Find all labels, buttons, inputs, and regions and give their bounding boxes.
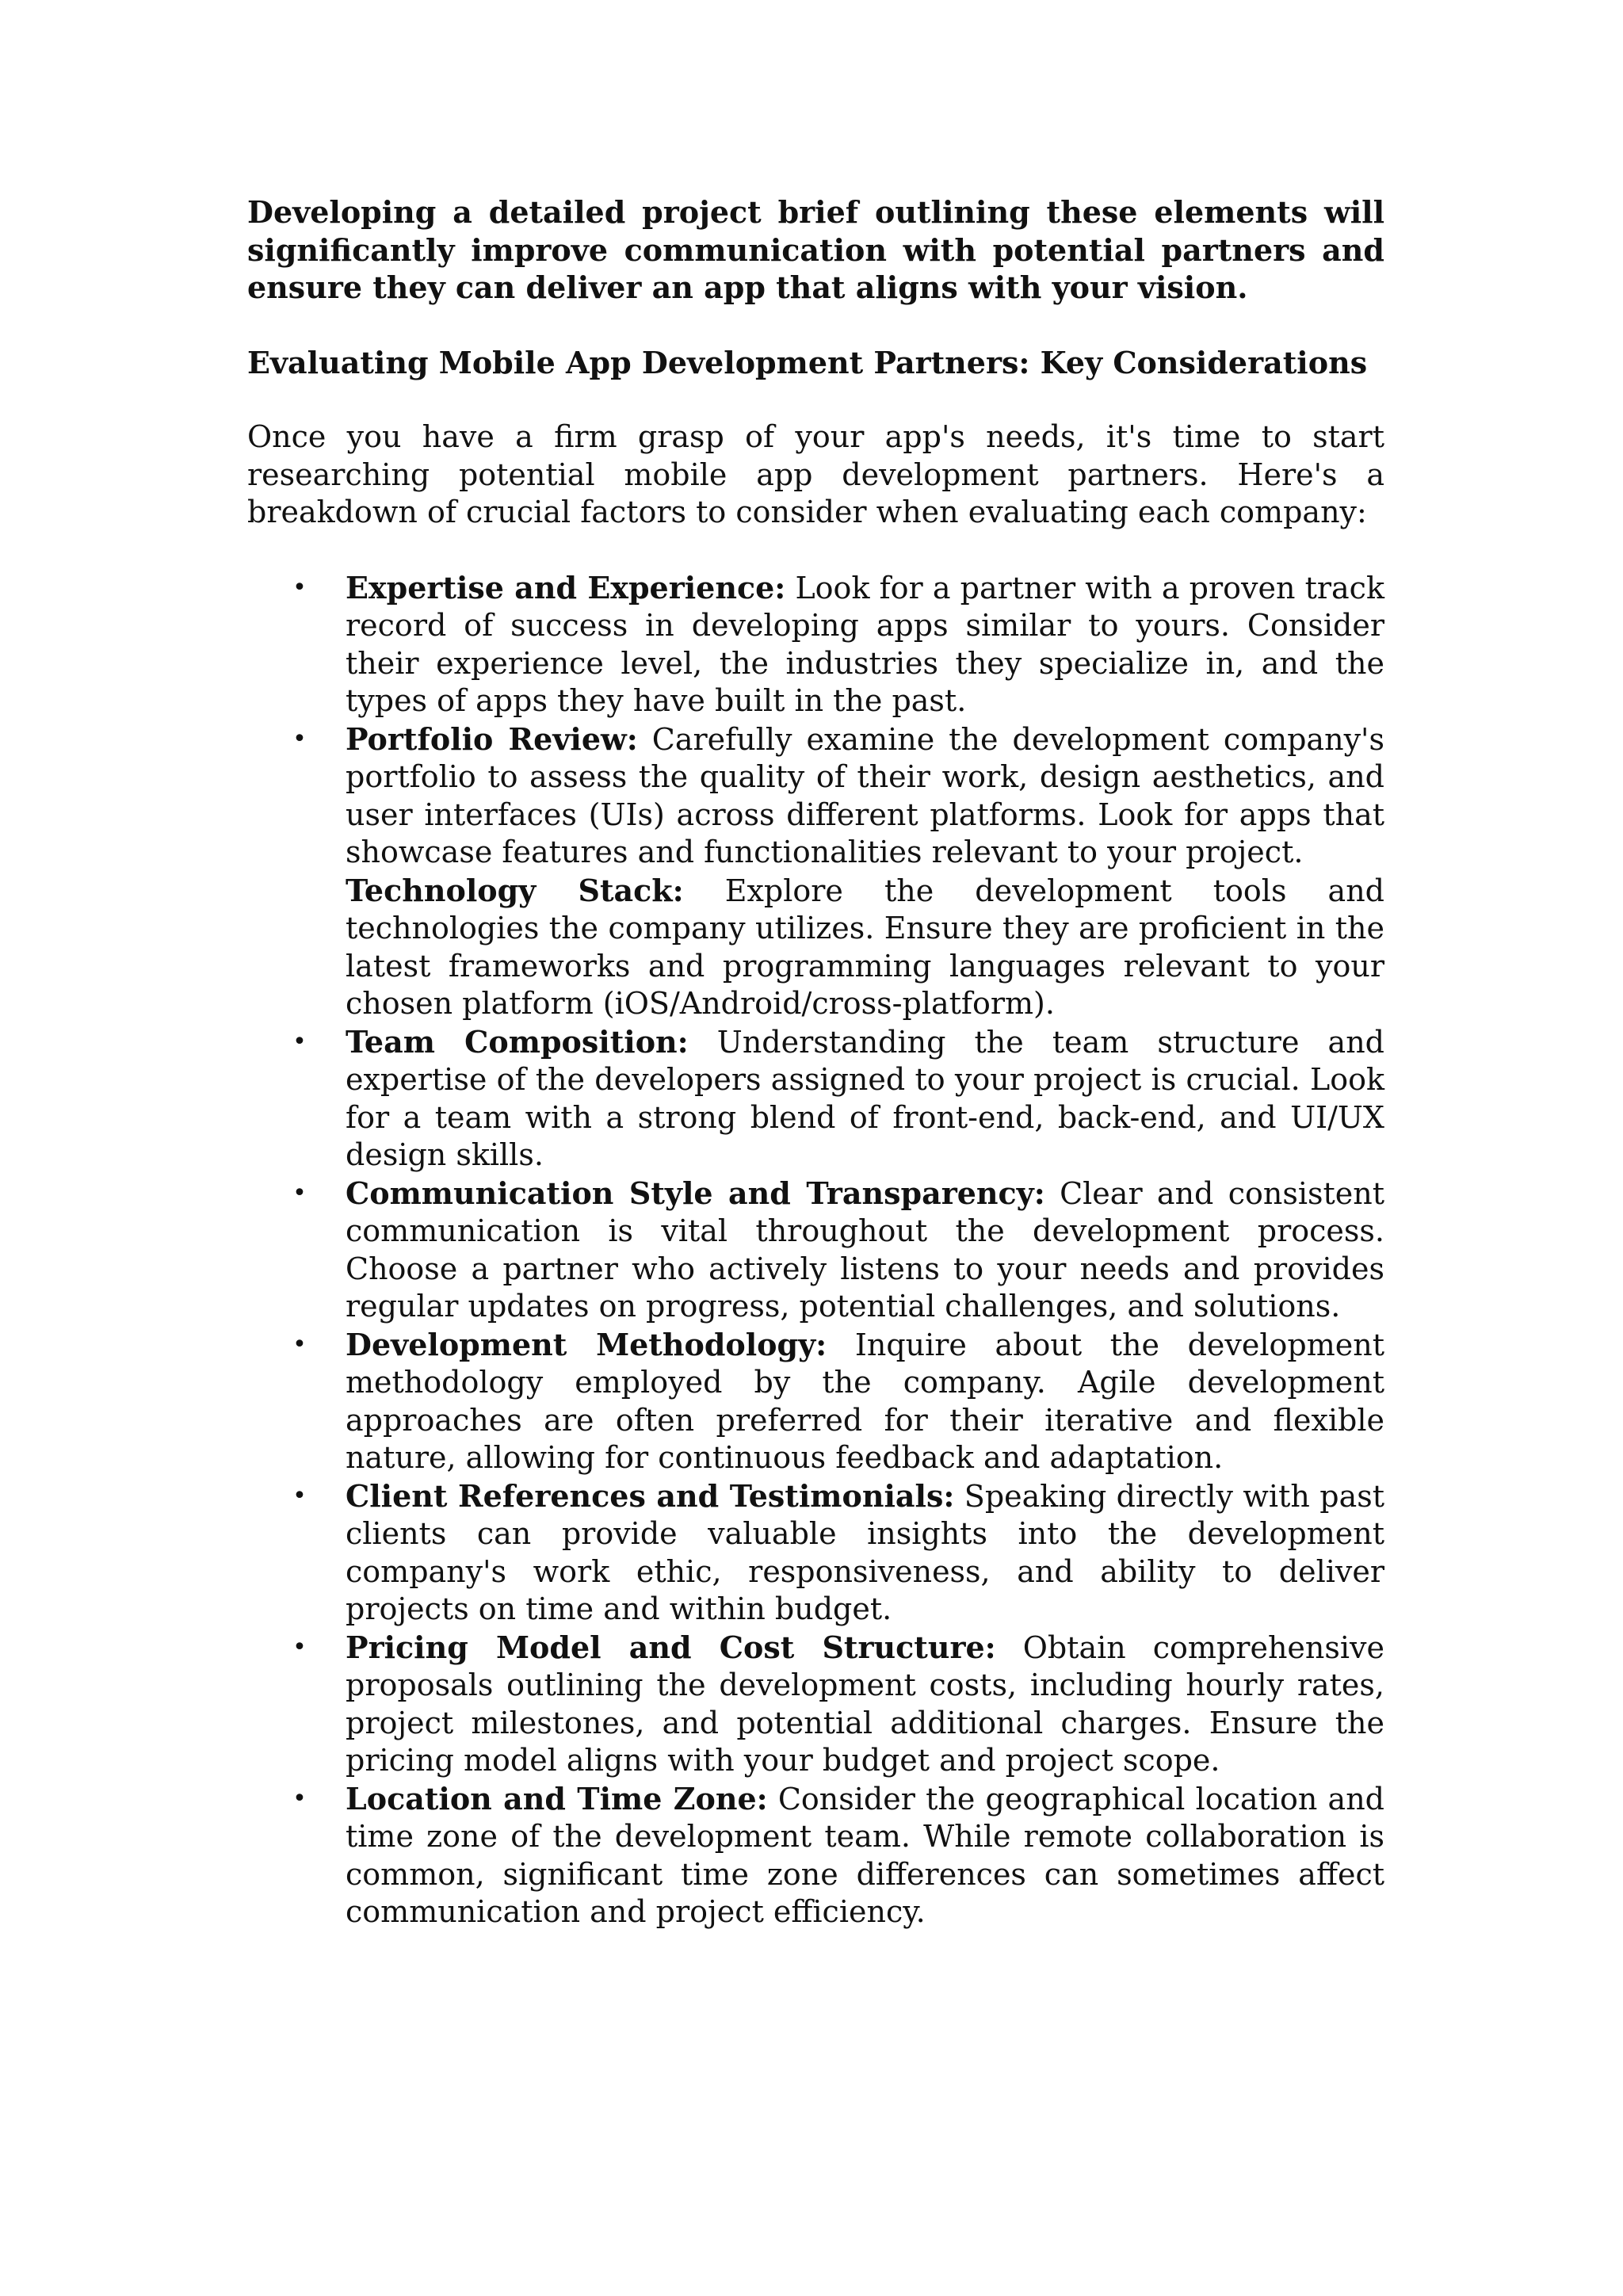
list-item (247, 1175, 1384, 1326)
bullet-icon: • (292, 1633, 307, 1661)
list-item (247, 720, 1384, 872)
item-term: Portfolio Review: (346, 720, 638, 757)
bullet-icon: • (292, 1027, 307, 1056)
list-item (247, 569, 1384, 720)
bullet-icon: • (292, 1481, 307, 1510)
bullet-icon: • (292, 573, 307, 602)
list-item (247, 1477, 1384, 1629)
item-text: Carefully examine the development company's portfolio to assess the quality of their work, design aesthetics, and user interfaces (UIs) across different platforms. Look for apps that showcase features and functionalities relevant to your project. (346, 721, 1384, 869)
item-term: Client References and Testimonials: (346, 1477, 955, 1514)
bullet-icon: • (292, 1784, 307, 1813)
item-text: Clear and consistent communication is vital throughout the development process. Choose a partner who actively listens to your needs and provides regular updates on progress, potential challenges, and solutions. (346, 1175, 1384, 1324)
list-item (247, 1023, 1384, 1175)
intro-bold-paragraph: Developing a detailed project brief outlining these elements will significantly improve communication with potential partners and ensure they can deliver an app that aligns with your vision. (247, 194, 1384, 305)
item-term: Pricing Model and Cost Structure: (346, 1629, 996, 1665)
item-text: Inquire about the development methodology employed by the company. Agile development approaches are often preferred for their iterative and flexible nature, allowing for continuous feedback and adaptation. (346, 1327, 1384, 1475)
list-item (247, 1629, 1384, 1780)
item-text: Explore the development tools and technologies the company utilizes. Ensure they are proficient in the latest frameworks and programming languages relevant to your chosen platform (iOS/Android/cross-platform). (346, 873, 1384, 1021)
list-item (247, 1780, 1384, 1931)
considerations-list (247, 569, 1384, 1931)
bullet-icon: • (292, 1330, 307, 1358)
intro-paragraph: Once you have a firm grasp of your app's needs, it's time to start researching potential mobile app development partners. Here's a breakdown of crucial factors to consider when evaluating each company: (247, 419, 1384, 529)
document-page (247, 193, 1384, 1931)
item-text: Consider the geographical location and time zone of the development team. While remote collaboration is common, significant time zone differences can sometimes affect communication and project efficiency. (346, 1781, 1384, 1929)
item-text: Obtain comprehensive proposals outlining the development costs, including hourly rates, project milestones, and potential additional charges. Ensure the pricing model aligns with your budget and project scope. (346, 1629, 1384, 1778)
section-heading: Evaluating Mobile App Development Partners: Key Considerations (247, 344, 1368, 380)
item-term: Technology Stack: (346, 872, 684, 908)
list-item (247, 1326, 1384, 1477)
item-text: Look for a partner with a proven track record of success in developing apps similar to yours. Consider their experience level, the industries they specialize in, and the types of apps they have built in the past. (346, 570, 1384, 718)
item-term: Communication Style and Transparency: (346, 1175, 1045, 1211)
bullet-icon: • (292, 1179, 307, 1207)
item-term: Location and Time Zone: (346, 1780, 768, 1817)
item-text: Speaking directly with past clients can provide valuable insights into the development company's work ethic, responsiveness, and ability to deliver projects on time and within budget. (346, 1478, 1384, 1626)
list-item (247, 872, 1384, 1023)
item-term: Expertise and Experience: (346, 569, 786, 606)
item-term: Development Methodology: (346, 1326, 827, 1362)
item-text: Understanding the team structure and expertise of the developers assigned to your project is crucial. Look for a team with a strong blend of front-end, back-end, and UI/UX design skills. (346, 1024, 1385, 1172)
bullet-icon: • (292, 724, 307, 753)
item-term: Team Composition: (346, 1023, 689, 1060)
